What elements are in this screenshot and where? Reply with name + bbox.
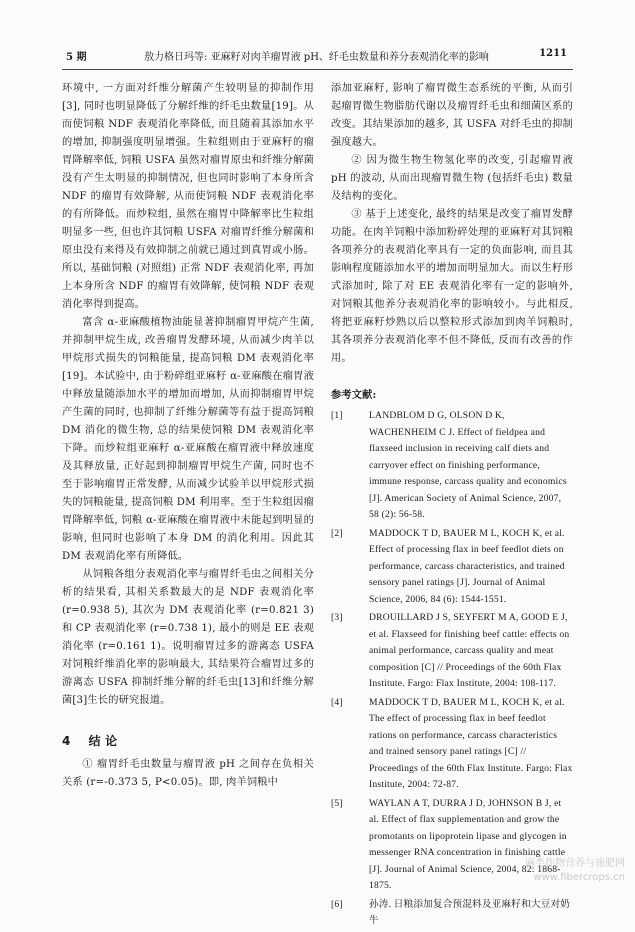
conclusion-item: ③ 基于上述变化, 最终的结果是改变了瘤胃发酵功能。在肉羊饲粮中添加粉碎处理的亚麻籽对其饲粮各项养分的表观消化率具有一定的负面影响, 而且其影响程度随添加水平的增加而明显加大。而以生籽形式添加时, 除了对 EE 表观消化率有一定的影响外, 对饲粮其他养分表观消化率的影响较小。与此相反, 将把亚麻籽炒熟以后以整粒形式添加到肉羊饲粮时, 其各项养分表观消化率不但不降低, 反而有改善的作用。 bbox=[331, 209, 573, 364]
reference-text: MADDOCK T D, BAUER M L, KOCH K, et al. The effect of processing flax in beef feedlot rations on performance, carcass characteristics and trained sensory panel ratings [C] // Proceedings of the 60th Flax Institute. Fargo: Flax Institute, 2004: 72-87. bbox=[369, 696, 573, 790]
right-column bbox=[331, 80, 573, 932]
header-rule bbox=[62, 69, 573, 70]
conclusion-item: ① 瘤胃纤毛虫数量与瘤胃液 pH 之间存在负相关关系 (r=-0.373 5, P<0.05)。即, 肉羊饲粮中 bbox=[62, 759, 314, 788]
reference-text: 孙涛. 日粮添加复合预混料及亚麻籽和大豆对奶牛 bbox=[369, 898, 571, 926]
body-paragraph: 添加亚麻籽, 影响了瘤胃微生态系统的平衡, 从而引起瘤胃微生物脂肪代谢以及瘤胃纤毛虫和细菌区系的改变。其结果添加的越多, 其 USFA 对纤毛虫的抑制强度越大。 bbox=[331, 83, 573, 148]
watermark-title: 麻类作物营养与施肥网 bbox=[525, 858, 625, 869]
conclusion-item: ② 因为微生物生物氢化率的改变, 引起瘤胃液 pH 的波动, 从而出现瘤胃微生物 (包括纤毛虫) 数量及结构的变化。 bbox=[331, 155, 573, 202]
site-watermark bbox=[525, 857, 625, 885]
running-title: 敖力格日玛等: 亚麻籽对肉羊瘤胃液 pH、纤毛虫数量和养分表观消化率的影响 bbox=[144, 52, 489, 63]
reference-index: [6] bbox=[331, 898, 343, 910]
reference-item bbox=[331, 610, 573, 693]
reference-index: [2] bbox=[331, 527, 343, 539]
reference-index: [1] bbox=[331, 410, 343, 421]
reference-text: DROUILLARD J S, SEYFERT M A, GOOD E J, et al. Flaxseed for finishing beef cattle: effects on animal performance, carcass quality and meat composition [C] // Proceedings of the 60th Flax Institute. Fargo: Flax Institute, 2004: 108-117. bbox=[369, 612, 570, 689]
reference-item bbox=[331, 695, 573, 794]
section-heading bbox=[62, 732, 314, 750]
reference-index: [4] bbox=[331, 696, 343, 708]
body-paragraph: 富含 α-亚麻酸植物油能显著抑制瘤胃甲烷产生菌, 并抑制甲烷生成, 改善瘤胃发酵环境, 从而减少肉羊以甲烷形式损失的饲粮能量, 提高饲粮 DM 表观消化率[19]。本试验中, 由于粉碎组亚麻籽 α-亚麻酸在瘤胃液中释放量随添加水平的增加而增加, 从而抑制瘤胃甲烷产生菌的同时, 也抑制了纤维分解菌等有益于提高饲粮 DM 消化的微生物, 总的结果使饲粮 DM 表观消化率下降。而炒粒组亚麻籽 α-亚麻酸在瘤胃液中释放速度及其释放量, 正好起到抑制瘤胃甲烷生产菌, 同时也不至于影响瘤胃正常发酵, 从而减少试验羊以甲烷形式损失的饲粮能量, 提高饲粮 DM 利用率。至于生粒组因瘤胃降解率低, 饲粮 α-亚麻酸在瘤胃液中未能起到明显的影响, 但同时也影响了本身 DM 的消化利用。因此其 DM 表观消化率有所降低。 bbox=[62, 317, 314, 562]
issue-label: 5 期 bbox=[66, 52, 87, 63]
body-paragraph: 从饲粮各组分表观消化率与瘤胃纤毛虫之间相关分析的结果看, 其相关系数最大的是 NDF 表观消化率 (r=0.938 5), 其次为 DM 表观消化率 (r=0.821 3) 和 CP 表观消化率 (r=0.738 1), 最小的则是 EE 表观消化率 (r=0.161 1)。说明瘤胃过多的游离态 USFA 对饲粮纤维消化率的影响最大, 其结果符合瘤胃过多的游离态 USFA 抑制纤维分解的纤毛虫[13]和纤维分解菌[3]生长的研究报道。 bbox=[62, 569, 314, 706]
references-heading: 参考文献: bbox=[331, 389, 377, 401]
reference-index: [3] bbox=[331, 612, 343, 623]
section-title: 结 论 bbox=[88, 734, 118, 748]
reference-item bbox=[331, 897, 573, 930]
reference-list bbox=[331, 408, 573, 930]
left-column bbox=[62, 80, 314, 792]
reference-item bbox=[331, 526, 573, 609]
reference-item bbox=[331, 408, 573, 524]
body-paragraph: 环境中, 一方面对纤维分解菌产生较明显的抑制作用[3], 同时也明显降低了分解纤维的纤毛虫数量[19]。从而使饲粮 NDF 表观消化率降低, 而且随着其添加水平的增加, 抑制强度明显增强。生粒组则由于亚麻籽的瘤胃降解率低, 饲粮 USFA 虽然对瘤胃原虫和纤维分解菌没有产生太明显的抑制情况, 但也同时影响了本身所含 NDF 的瘤胃有效降解, 从而使饲粮 NDF 表观消化率的有所降低。而炒粒组, 虽然在瘤胃中降解率比生粒组明显多一些, 但也许其饲粮 USFA 对瘤胃纤维分解菌和原虫没有来得及有效抑制之前就已通过到真胃或小肠。所以, 基础饲粮 (对照组) 正常 NDF 表观消化率, 再加上本身所含 NDF 的瘤胃有效降解, 使饲粮 NDF 表观消化率得到提高。 bbox=[62, 83, 314, 310]
section-number: 4 bbox=[62, 734, 71, 748]
page-number: 1211 bbox=[539, 48, 567, 59]
running-header bbox=[66, 48, 567, 64]
reference-text: MADDOCK T D, BAUER M L, KOCH K, et al. Effect of processing flax in beef feedlot diets on performance, carcass characteristics, and trained sensory panel ratings [J]. Journal of Animal Science, 2006, 84 (6): 1544-1551. bbox=[369, 527, 565, 605]
reference-index: [5] bbox=[331, 797, 343, 809]
reference-text: LANDBLOM D G, OLSON D K, WACHENHEIM C J. Effect of fieldpea and flaxseed inclusion in receiving calf diets and carryover effect on finishing performance, immune response, carcass quality and economics [J]. American Society of Animal Science, 2007, 58 (2): 56-58. bbox=[369, 410, 567, 520]
reference-text: WAYLAN A T, DURRA J D, JOHNSON B J, et al. Effect of flax supplementation and grow the promotants on lipoprotein lipase and glycogen in messenger RNA concentration in finishing cattle [J]. Journal of Animal Science, 2004, 82: 1868-1875. bbox=[369, 797, 567, 891]
watermark-url: www.fibercrops.cn bbox=[533, 872, 625, 883]
